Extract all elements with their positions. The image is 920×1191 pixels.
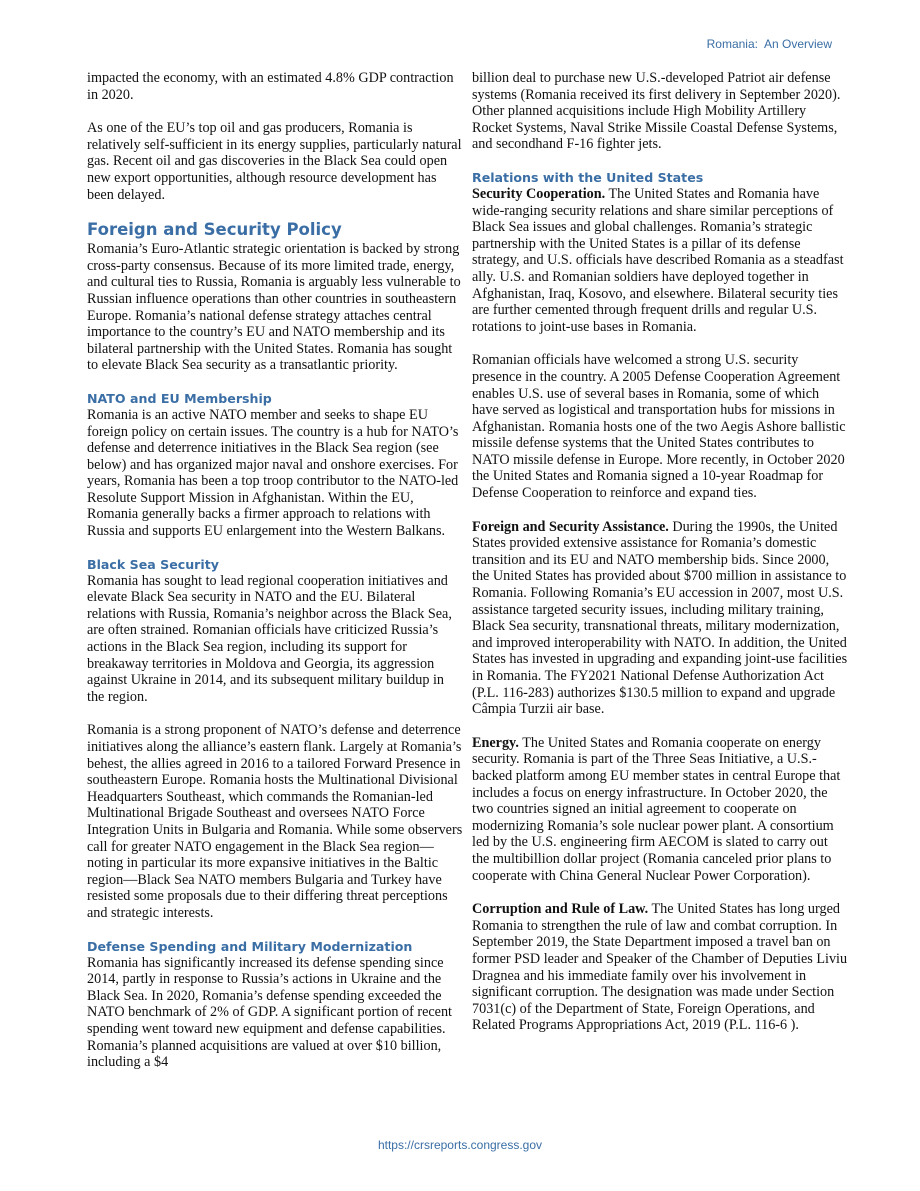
paragraph-economy-continued: impacted the economy, with an estimated 4.8% GDP contraction in 2020. [87,70,454,103]
subheading-defense-spending: Defense Spending and Military Modernization [87,938,413,954]
paragraph-assistance [472,519,848,718]
paragraph-defense-spending: Romania has significantly increased its defense spending since 2014, partly in response to Russia’s actions in Ukraine and the Black Sea. In 2020, Romania’s defense spending exceeded the NATO benchmark of 2% of GDP. A significant portion of recent spending went toward new equipment and defense capabilities. Romania’s planned acquisitions are valued at over $10 billion, including a $4 [87,954,452,1071]
runin-security-cooperation: Security Cooperation. [472,185,606,202]
section-heading-foreign-security: Foreign and Security Policy [87,220,342,240]
running-header: Romania: An Overview [706,37,832,51]
paragraph-corruption [472,901,848,1034]
subheading-us-relations: Relations with the United States [472,169,704,185]
paragraph-energy-cooperation [472,735,848,884]
text-security-cooperation: The United States and Romania have wide-ranging security relations and share similar perceptions of Black Sea issues and global challenges. Romania’s strategic partnership with the United States is a pillar of its defense strategy, and U.S. officials have described Romania as a steadfast ally. U.S. and Romanian soldiers have deployed together in Afghanistan, Iraq, Kosovo, and elsewhere. Bilateral security ties are further cemented through frequent drills and regular U.S. rotations to joint-use bases in Romania. [472,185,844,335]
runin-assistance: Foreign and Security Assistance. [472,518,669,535]
runin-corruption: Corruption and Rule of Law. [472,901,649,918]
footer-url-link[interactable]: https://crsreports.congress.gov [377,1138,543,1152]
paragraph-nato-eu: Romania is an active NATO member and seeks to shape EU foreign policy on certain issues. The country is a hub for NATO’s defense and deterrence initiatives in the Black Sea region (see below) and has organized major naval and onshore exercises. For years, Romania has been a top troop contributor to the NATO-led Resolute Support Mission in Afghanistan. Within the EU, Romania generally backs a firmer approach to relations with Russia and supports EU enlargement into the Western Balkans. [87,406,459,540]
subheading-nato-eu: NATO and EU Membership [87,390,272,406]
paragraph-security-cooperation-1 [472,186,848,335]
text-assistance: During the 1990s, the United States provided extensive assistance for Romania’s domestic transition and its EU and NATO membership bids. Since 2000, the United States has provided about $700 million in assistance to Romania. Following Romania’s EU accession in 2007, most U.S. assistance targeted security issues, including military training, Black Sea security, transnational threats, military modernization, and improved interoperability with NATO. In addition, the United States has invested in upgrading and expanding joint-use facilities in Romania. The FY2021 National Defense Authorization Act (P.L. 116-283) authorizes $130.5 million to expand and upgrade Câmpia Turzii air base. [472,518,848,718]
paragraph-security-cooperation-2: Romanian officials have welcomed a strong U.S. security presence in the country. A 2005 Defense Cooperation Agreement enables U.S. use of several bases in Romania, some of which have served as logistical and transportation hubs for missions in Afghanistan. Romania hosts one of the two Aegis Ashore ballistic missile defense systems that the United States contributes to NATO missile defense in Europe. More recently, in October 2020 the United States and Romania signed a 10-year Roadmap for Defense Cooperation to reinforce and expand ties. [472,352,846,502]
text-energy: The United States and Romania cooperate on energy security. Romania is part of the Three Seas Initiative, a U.S.-backed platform among EU member states in central Europe that includes a focus on energy infrastructure. In October 2020, the two countries signed an initial agreement to cooperate on modernizing Romania’s sole nuclear power plant. A consortium led by the U.S. engineering firm AECOM is slated to carry out the multibillion dollar project (Romania canceled prior plans to cooperate with China General Nuclear Power Corporation). [472,734,841,884]
paragraph-black-sea-1: Romania has sought to lead regional cooperation initiatives and elevate Black Sea security in NATO and the EU. Bilateral relations with Russia, Romania’s neighbor across the Black Sea, are often strained. Romanian officials have criticized Russia’s actions in the Black Sea region, including its support for breakaway territories in Moldova and Georgia, its aggression against Ukraine in 2014, and its subsequent military buildup in the region. [87,572,452,705]
text-corruption: The United States has long urged Romania to strengthen the rule of law and combat corruption. In September 2019, the State Department imposed a travel ban on former PSD leader and Speaker of the Chamber of Deputies Liviu Dragnea and his immediate family over his involvement in significant corruption. The designation was made under Section 7031(c) of the Department of State, Foreign Operations, and Related Programs Appropriations Act, 2019 (P.L. 116-6 ). [472,901,848,1034]
runin-energy: Energy. [472,734,519,751]
paragraph-foreign-policy: Romania’s Euro-Atlantic strategic orientation is backed by strong cross-party consensus. Because of its more limited trade, energy, and cultural ties to Russia, Romania is arguably less vulnerable to Russian influence operations than other countries in southeastern Europe. Romania’s national defense strategy attaches central importance to the country’s EU and NATO membership and its bilateral partnership with the United States. Romania has sought to elevate Black Sea security as a transatlantic priority. [87,241,461,374]
right-column [472,70,848,1051]
paragraph-energy-resources: As one of the EU’s top oil and gas producers, Romania is relatively self-sufficient in its energy supplies, particularly natural gas. Recent oil and gas discoveries in the Black Sea could open new export opportunities, although resource development has been delayed. [87,120,462,203]
subheading-black-sea: Black Sea Security [87,556,219,572]
left-column [87,70,463,1088]
paragraph-black-sea-2: Romania is a strong proponent of NATO’s defense and deterrence initiatives along the alliance’s eastern flank. Largely at Romania’s behest, the allies agreed in 2016 to a tailored Forward Presence in southeastern Europe. Romania hosts the Multinational Divisional Headquarters Southeast, which commands the Romanian-led Multinational Brigade Southeast and oversees NATO Force Integration Units in Bulgaria and Romania. While some observers call for greater NATO engagement in the Black Sea region—noting in particular its more expansive initiatives in the Baltic region—Black Sea NATO members Bulgaria and Turkey have resisted some proposals due to their differing threat perceptions and strategic interests. [87,722,463,921]
paragraph-defense-continued: billion deal to purchase new U.S.-developed Patriot air defense systems (Romania received its first delivery in September 2020). Other planned acquisitions include High Mobility Artillery Rocket Systems, Naval Strike Missile Coastal Defense Systems, and secondhand F-16 fighter jets. [472,70,841,153]
